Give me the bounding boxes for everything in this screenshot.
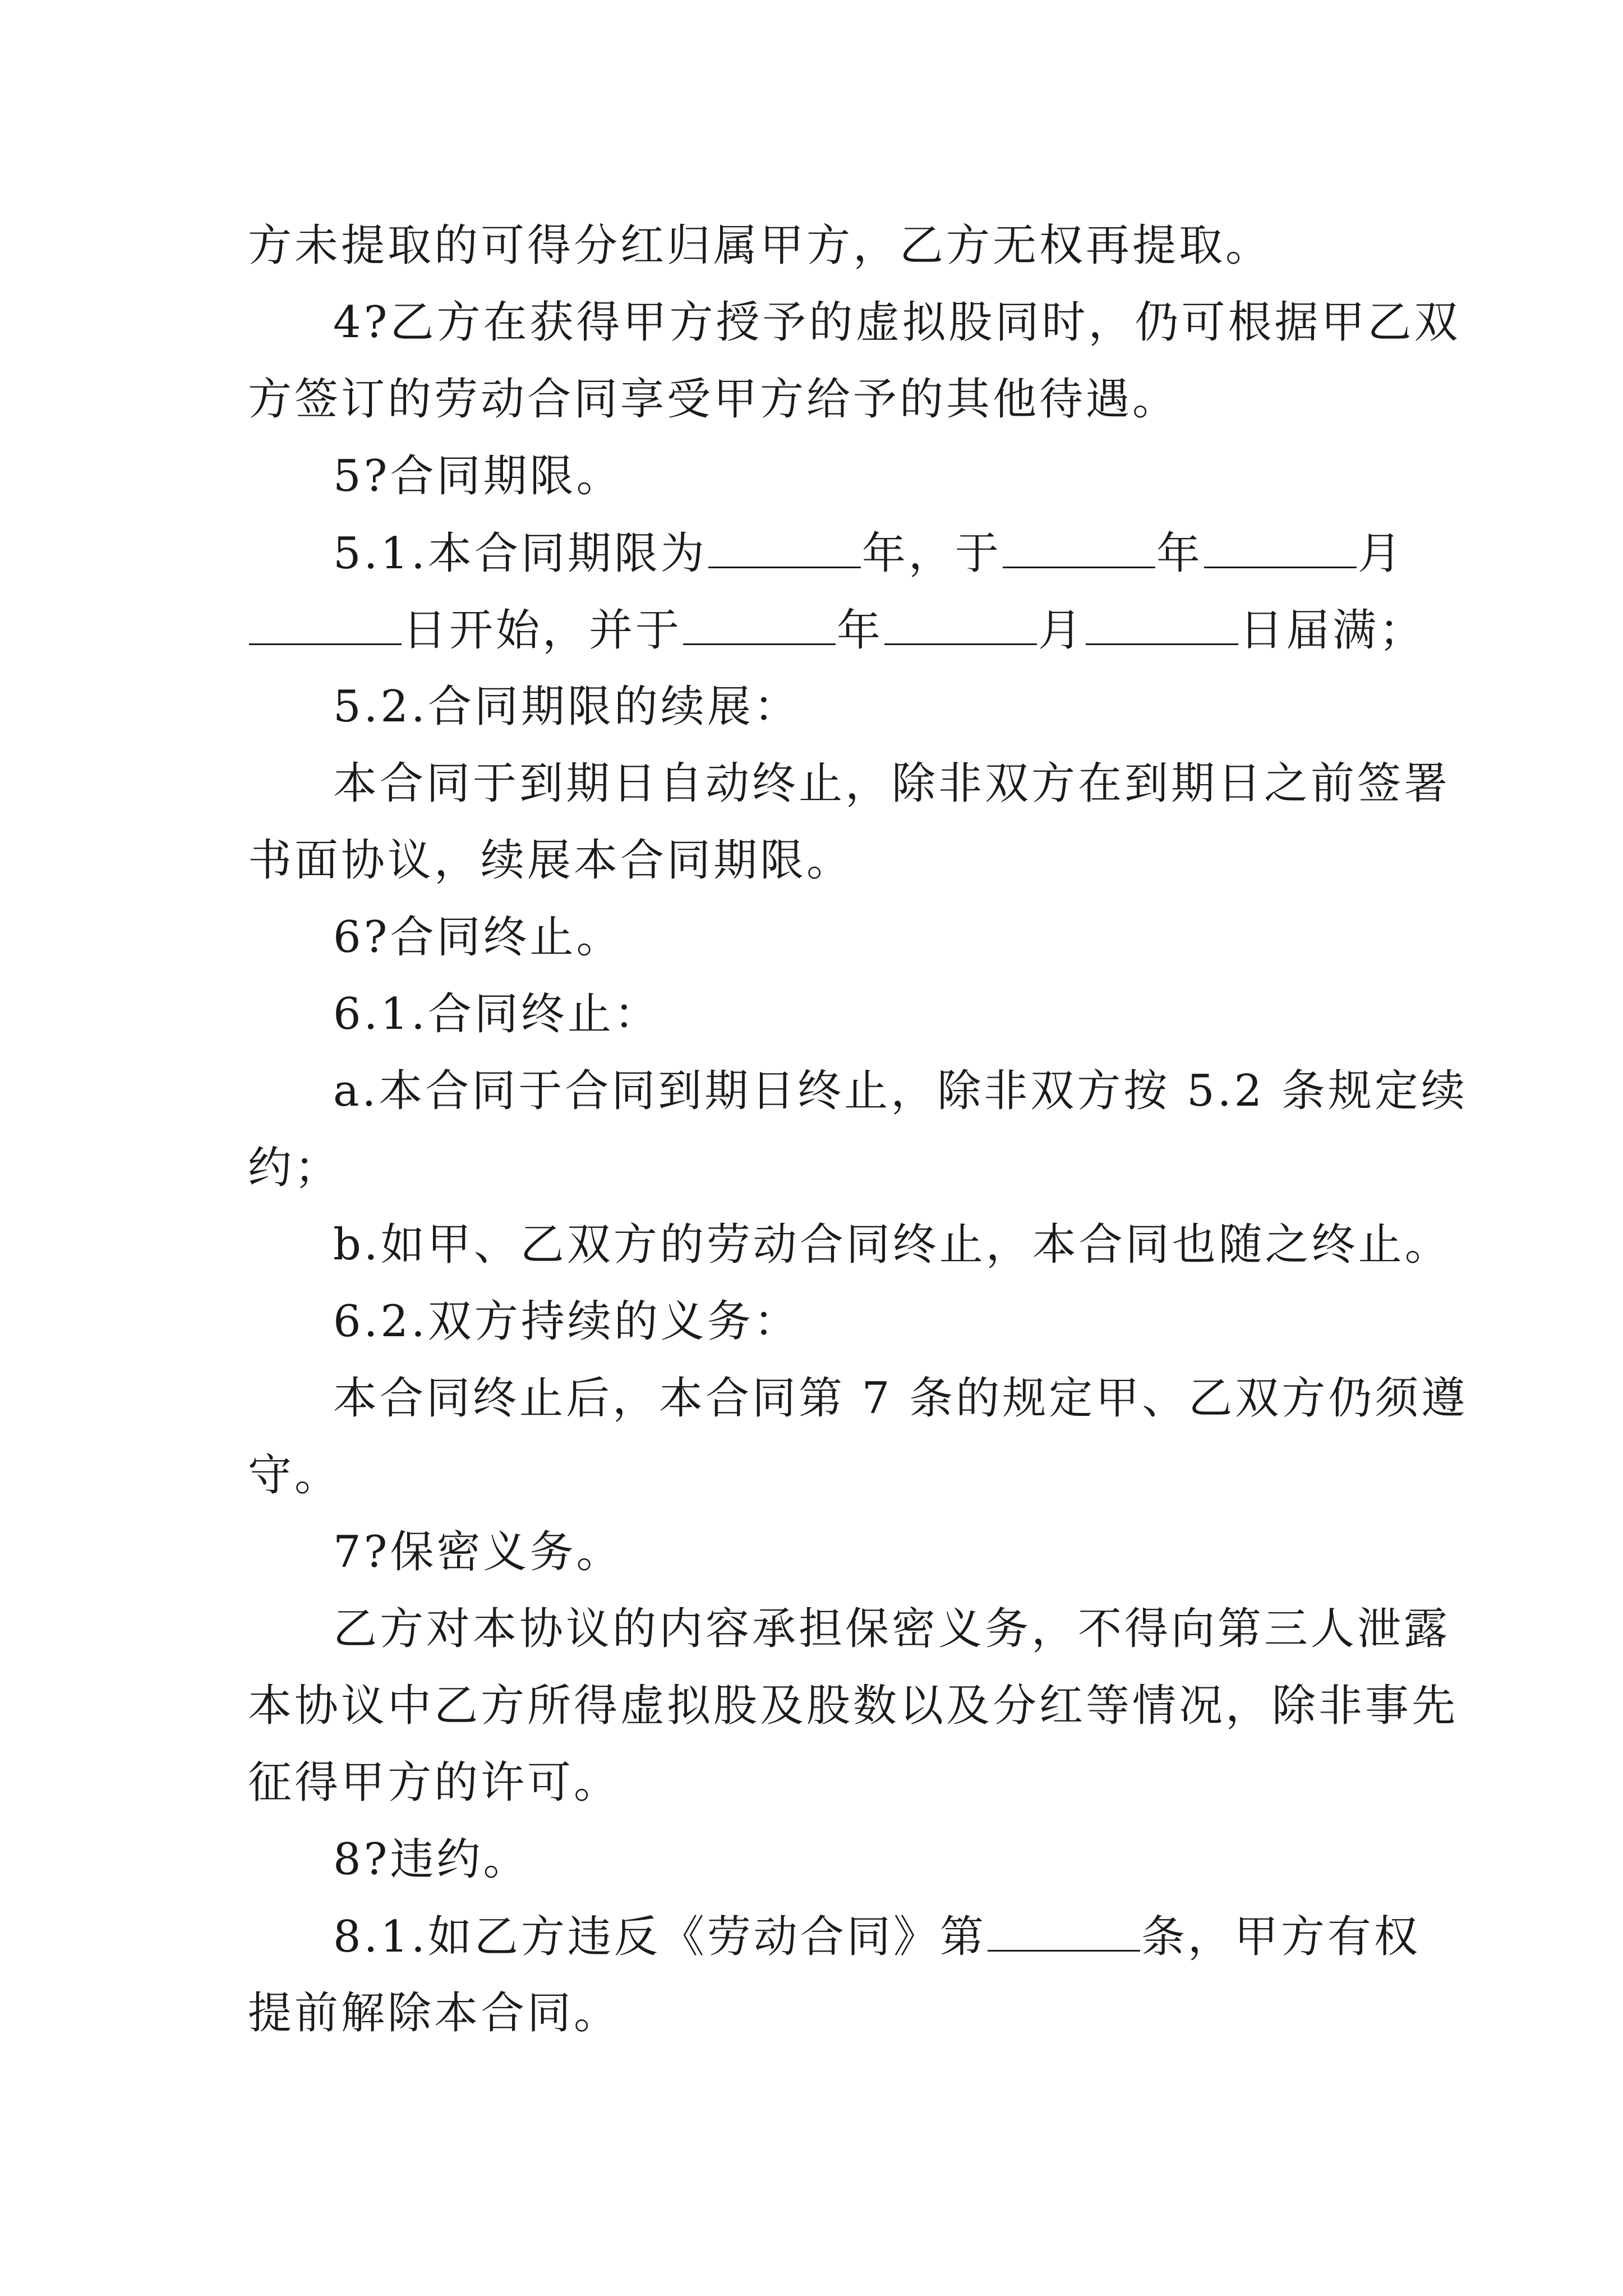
blank-start-day [249,592,402,645]
paragraph-line: 本合同终止后，本合同第 7 条的规定甲、乙双方仍须遵 [333,1373,1468,1424]
paragraph-line: 征得甲方的许可。 [248,1757,621,1808]
blank-years [708,515,861,568]
line-text: 8.1.如乙方违反《劳动合同》第 [333,1912,986,1962]
blank-end-day [1086,592,1238,645]
paragraph-line: 提前解除本合同。 [248,1988,621,2039]
paragraph-line: 本协议中乙方所得虚拟股及股数以及分红等情况，除非事先 [248,1681,1459,1731]
paragraph-line: 6.2.双方持续的义务： [333,1296,800,1347]
breach-line [248,1898,1421,1975]
line-text: 年 [837,605,884,656]
paragraph-line: 守。 [248,1450,342,1501]
section-heading: 6?合同终止。 [333,912,623,963]
paragraph-line: 方签订的劳动合同享受甲方给予的其他待遇。 [248,374,1179,425]
paragraph-line: 约； [248,1143,342,1193]
term-line [248,515,1404,592]
paragraph-line: 本合同于到期日自动终止，除非双方在到期日之前签署 [333,758,1451,809]
line-text: 月 [1357,528,1404,579]
paragraph-line: a.本合同于合同到期日终止，除非双方按 5.2 条规定续 [333,1066,1468,1116]
contract-body [248,208,1468,2052]
paragraph-line: 方未提取的可得分红归属甲方，乙方无权再提取。 [248,220,1272,271]
blank-start-month [1204,515,1357,568]
section-heading: 5?合同期限。 [333,451,623,501]
paragraph-line: 乙方对本协议的内容承担保密义务，不得向第三人泄露 [333,1604,1451,1654]
blank-end-month [884,592,1037,645]
line-text: 5.1.本合同期限为 [333,528,707,579]
line-text: 月 [1038,605,1085,656]
paragraph-line: 书面协议，续展本合同期限。 [248,835,854,886]
paragraph-line: b.如甲、乙双方的劳动合同终止，本合同也随之终止。 [333,1220,1451,1270]
line-text: 年，于 [861,528,1002,579]
line-text: 年 [1156,528,1203,579]
blank-article-number [988,1898,1140,1952]
blank-end-year [683,592,836,645]
section-heading: 8?违约。 [333,1834,530,1885]
paragraph-line: 6.1.合同终止： [333,989,661,1039]
section-heading: 7?保密义务。 [333,1527,623,1577]
line-text: 日开始，并于 [403,605,683,656]
blank-start-year [1003,515,1155,568]
paragraph-line: 5.2.合同期限的续展： [333,682,800,732]
paragraph-line: 4?乙方在获得甲方授予的虚拟股同时，仍可根据甲乙双 [333,297,1461,348]
line-text: 条，甲方有权 [1141,1912,1421,1962]
term-line [248,592,1426,669]
line-text: 日届满； [1239,605,1426,656]
